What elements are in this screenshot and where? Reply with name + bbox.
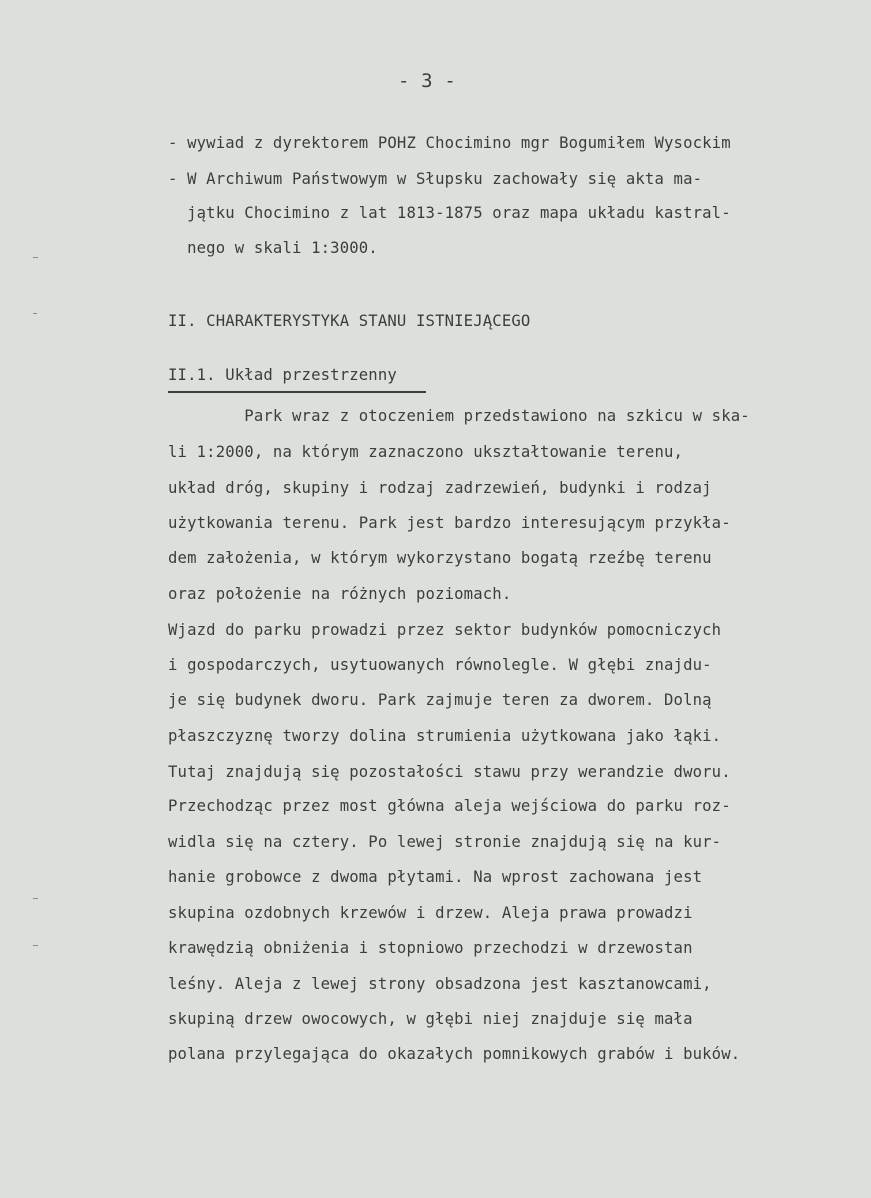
- margin-mark: [33, 945, 38, 946]
- subsection-title: II.1. Układ przestrzenny: [168, 366, 397, 384]
- paragraph1-line-4: użytkowania terenu. Park jest bardzo interesującym przykła-: [168, 514, 731, 532]
- paragraph2-line-12: skupiną drzew owocowych, w głębi niej znajduje się mała: [168, 1010, 693, 1028]
- page-number: - 3 -: [398, 70, 456, 92]
- paragraph1-line-2: li 1:2000, na którym zaznaczono ukształtowanie terenu,: [168, 443, 684, 461]
- paragraph1-line-6: oraz położenie na różnych poziomach.: [168, 585, 512, 603]
- paragraph2-line-7: widla się na cztery. Po lewej stronie znajdują się na kur-: [168, 833, 722, 851]
- subsection-underline: [168, 391, 426, 393]
- paragraph2-line-2: i gospodarczych, usytuowanych równolegle. W głębi znajdu-: [168, 656, 712, 674]
- paragraph1-line-5: dem założenia, w którym wykorzystano bogatą rzeźbę terenu: [168, 549, 712, 567]
- section-title: II. CHARAKTERYSTYKA STANU ISTNIEJĄCEGO: [168, 312, 531, 330]
- intro-line-1: - wywiad z dyrektorem POHZ Chocimino mgr Bogumiłem Wysockim: [168, 134, 731, 152]
- paragraph2-line-3: je się budynek dworu. Park zajmuje teren za dworem. Dolną: [168, 691, 712, 709]
- margin-mark: [33, 313, 37, 314]
- intro-line-4: nego w skali 1:3000.: [168, 239, 378, 257]
- intro-line-2: - W Archiwum Państwowym w Słupsku zachowały się akta ma-: [168, 170, 703, 188]
- paragraph1-line-1: Park wraz z otoczeniem przedstawiono na szkicu w ska-: [168, 407, 750, 425]
- paragraph2-line-8: hanie grobowce z dwoma płytami. Na wprost zachowana jest: [168, 868, 703, 886]
- margin-mark: [33, 257, 38, 258]
- paragraph2-line-10: krawędzią obniżenia i stopniowo przechodzi w drzewostan: [168, 939, 693, 957]
- paragraph2-line-11: leśny. Aleja z lewej strony obsadzona jest kasztanowcami,: [168, 975, 712, 993]
- paragraph2-line-4: płaszczyznę tworzy dolina strumienia użytkowana jako łąki.: [168, 727, 722, 745]
- paragraph1-line-3: układ dróg, skupiny i rodzaj zadrzewień, budynki i rodzaj: [168, 479, 712, 497]
- paragraph2-line-13: polana przylegająca do okazałych pomnikowych grabów i buków.: [168, 1045, 741, 1063]
- paragraph2-line-6: Przechodząc przez most główna aleja wejściowa do parku roz-: [168, 797, 731, 815]
- intro-line-3: jątku Chocimino z lat 1813-1875 oraz mapa układu kastral-: [168, 204, 731, 222]
- paragraph2-line-1: Wjazd do parku prowadzi przez sektor budynków pomocniczych: [168, 621, 722, 639]
- margin-mark: [33, 898, 38, 899]
- paragraph2-line-9: skupina ozdobnych krzewów i drzew. Aleja prawa prowadzi: [168, 904, 693, 922]
- paragraph2-line-5: Tutaj znajdują się pozostałości stawu przy werandzie dworu.: [168, 763, 731, 781]
